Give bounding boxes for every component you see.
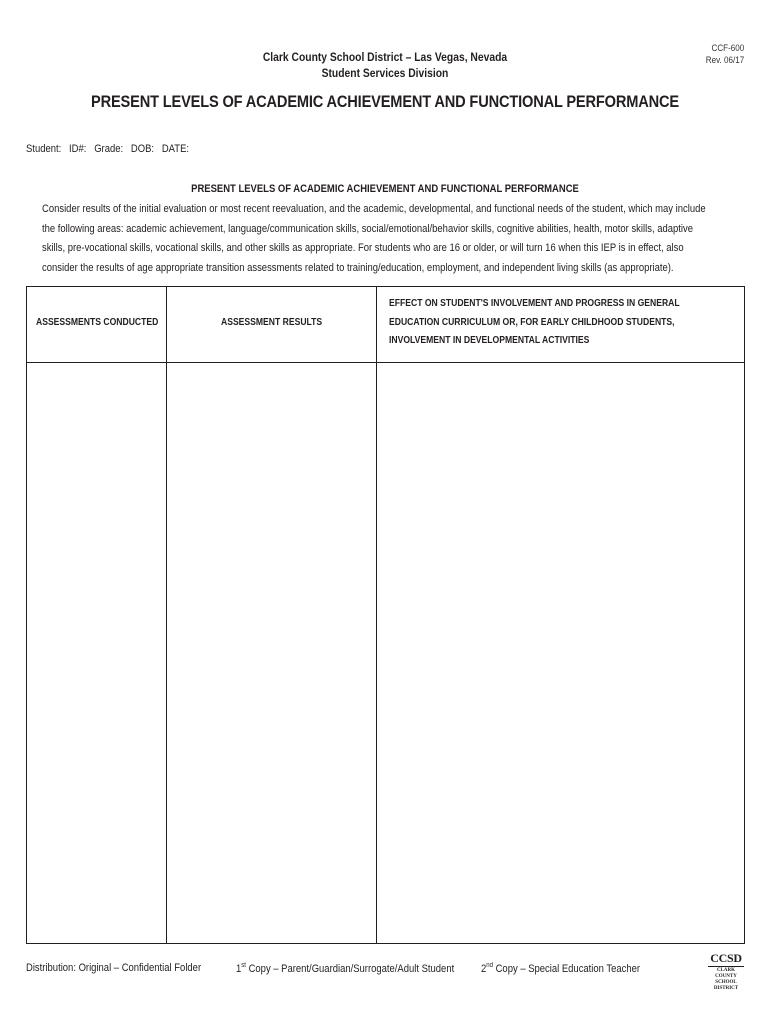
column-header-line: INVOLVEMENT IN DEVELOPMENTAL ACTIVITIES xyxy=(389,335,590,346)
instructions-paragraph xyxy=(42,200,737,278)
copy-1-number: 1 xyxy=(236,963,242,975)
header-divider xyxy=(27,362,744,363)
assessment-results-cell[interactable] xyxy=(167,364,375,943)
logo-rule xyxy=(708,966,744,967)
copy-2-number: 2 xyxy=(481,963,487,975)
id-label: ID#: xyxy=(69,143,87,155)
copy-2-recipient: Copy – Special Education Teacher xyxy=(492,963,641,975)
logo-subtitle: SCHOOL DISTRICT xyxy=(713,980,739,991)
logo-subtitle: CLARK COUNTY xyxy=(715,968,737,979)
assessments-conducted-cell[interactable] xyxy=(27,364,165,943)
student-label: Student: xyxy=(26,143,62,155)
grade-label: Grade: xyxy=(94,143,124,155)
date-label: DATE: xyxy=(161,143,190,155)
form-code: CCF-600 xyxy=(711,43,744,54)
division-name: Student Services Division xyxy=(321,66,449,80)
form-revision: Rev. 06/17 xyxy=(705,55,744,66)
column-header-assessment-results: ASSESSMENT RESULTS xyxy=(221,317,323,328)
student-info-row xyxy=(26,143,645,155)
instructions-line: the following areas: academic achievement, language/communication skills, social/emotional/behavior skills, cognitive abilities, health, motor skills, adaptive xyxy=(42,222,693,235)
instructions-line: consider the results of age appropriate transition assessments related to training/education, employment, and independent living skills (as appropriate). xyxy=(42,261,674,274)
distribution-original: Distribution: Original – Confidential Folder xyxy=(26,962,202,974)
copy-1-recipient: Copy – Parent/Guardian/Surrogate/Adult Student xyxy=(245,963,455,975)
district-header xyxy=(54,49,716,81)
effect-on-involvement-cell[interactable] xyxy=(377,364,744,943)
logo-wordmark: CCSD xyxy=(710,951,742,965)
instructions-line: skills, pre-vocational skills, vocational skills, and other skills as appropriate. For students who are 16 or older, or will turn 16 when this IEP is in effect, also xyxy=(42,242,684,254)
column-header-line: EDUCATION CURRICULUM OR, FOR EARLY CHILDHOOD STUDENTS, xyxy=(389,316,675,328)
distribution-copy-2 xyxy=(481,962,640,975)
copy-2-suffix: nd xyxy=(486,962,493,969)
ccsd-logo xyxy=(706,952,746,992)
assessment-table xyxy=(26,286,745,944)
column-header-effect-on-involvement xyxy=(389,295,680,351)
column-header-line: EFFECT ON STUDENT'S INVOLVEMENT AND PROGRESS IN GENERAL xyxy=(389,298,680,309)
column-header-assessments-conducted: ASSESSMENTS CONDUCTED xyxy=(36,317,159,328)
copy-1-suffix: st xyxy=(241,962,246,969)
section-heading: PRESENT LEVELS OF ACADEMIC ACHIEVEMENT AND FUNCTIONAL PERFORMANCE xyxy=(191,183,579,195)
dob-label: DOB: xyxy=(130,143,155,155)
form-code-block xyxy=(706,43,744,67)
page-title: PRESENT LEVELS OF ACADEMIC ACHIEVEMENT AND FUNCTIONAL PERFORMANCE xyxy=(91,92,679,111)
distribution-copy-1 xyxy=(236,962,454,975)
district-name: Clark County School District – Las Vegas, Nevada xyxy=(262,50,508,64)
instructions-line: Consider results of the initial evaluation or most recent reevaluation, and the academic, developmental, and functional needs of the student, which may include xyxy=(42,203,706,215)
